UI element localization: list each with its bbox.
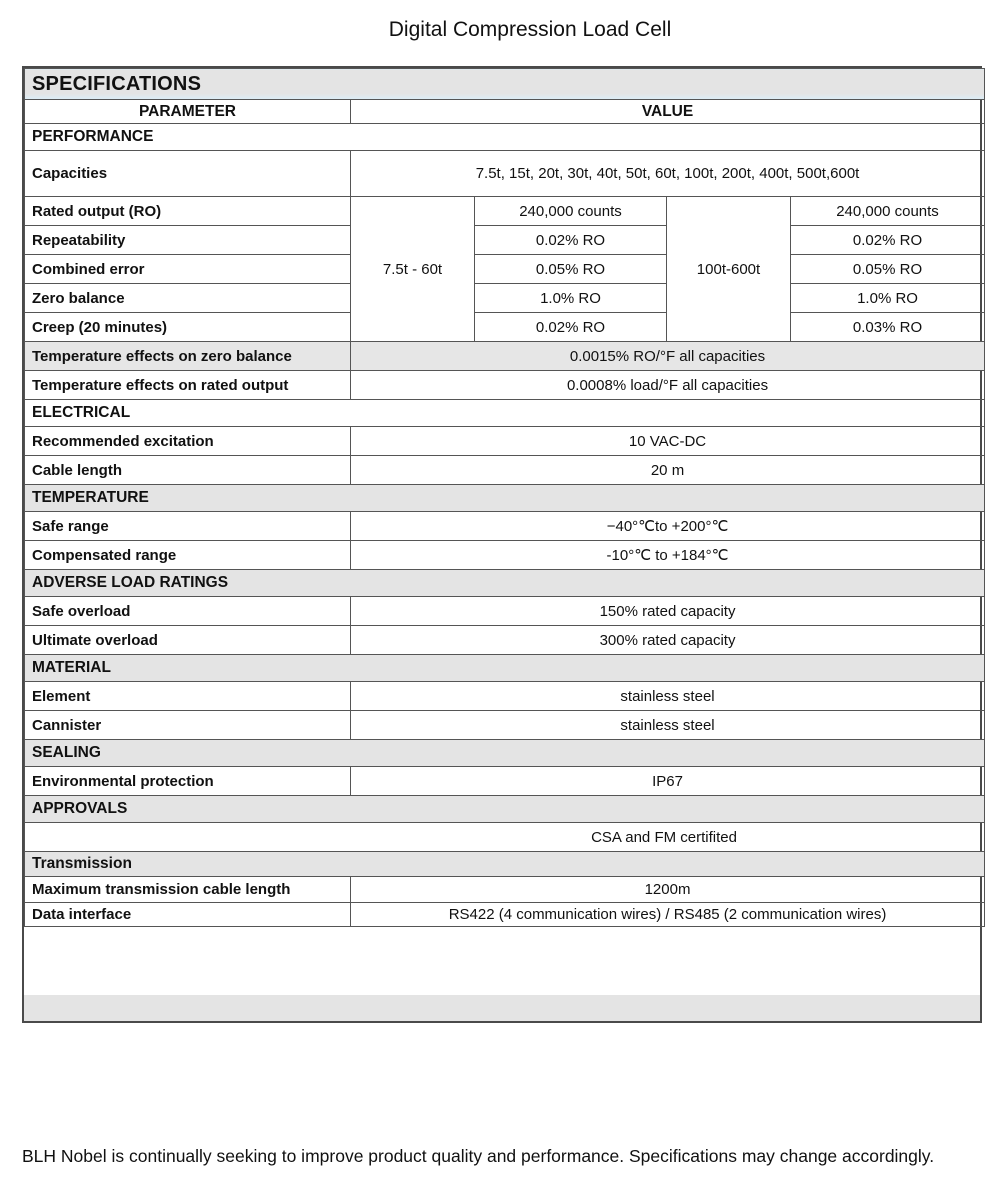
param-label: Zero balance (25, 284, 351, 313)
table-row-zero-balance (25, 284, 985, 313)
table-row-max-cable-length (25, 877, 985, 903)
column-header-value: VALUE (351, 100, 985, 124)
param-label: Recommended excitation (25, 427, 351, 456)
table-row-temp-rated-output (25, 371, 985, 400)
param-label: Environmental protection (25, 767, 351, 796)
param-value: stainless steel (351, 682, 985, 711)
document-title: Digital Compression Load Cell (388, 18, 672, 41)
range-small-capacities: 7.5t - 60t (351, 197, 475, 342)
param-label: Temperature effects on rated output (25, 371, 351, 400)
value-large: 0.03% RO (791, 313, 985, 342)
table-row-temp-zero-balance (25, 342, 985, 371)
table-row-data-interface (25, 903, 985, 927)
param-value: CSA and FM certifited (25, 823, 985, 852)
specifications-table (24, 68, 985, 927)
param-value: 0.0015% RO/°F all capacities (351, 342, 985, 371)
section-material: MATERIAL (25, 655, 985, 682)
value-small: 240,000 counts (475, 197, 667, 226)
table-row-cannister (25, 711, 985, 740)
banner-title: SPECIFICATIONS (25, 69, 985, 100)
param-label: Capacities (25, 151, 351, 197)
param-value: 10 VAC-DC (351, 427, 985, 456)
value-small: 0.05% RO (475, 255, 667, 284)
param-label: Combined error (25, 255, 351, 284)
param-value: 0.0008% load/°F all capacities (351, 371, 985, 400)
param-value: 7.5t, 15t, 20t, 30t, 40t, 50t, 60t, 100t, 200t, 400t, 500t,600t (351, 151, 985, 197)
value-small: 0.02% RO (475, 313, 667, 342)
table-row-safe-range (25, 512, 985, 541)
section-temperature: TEMPERATURE (25, 485, 985, 512)
param-value: IP67 (351, 767, 985, 796)
value-large: 0.02% RO (791, 226, 985, 255)
specifications-table-frame (22, 66, 982, 1023)
footer-disclaimer: BLH Nobel is continually seeking to improve product quality and performance. Specifications may change accordingly. (22, 1146, 935, 1166)
value-small: 1.0% RO (475, 284, 667, 313)
param-value: 20 m (351, 456, 985, 485)
column-header-parameter: PARAMETER (25, 100, 351, 124)
table-row-combined-error (25, 255, 985, 284)
value-large: 240,000 counts (791, 197, 985, 226)
param-label: Element (25, 682, 351, 711)
table-row-capacities (25, 151, 985, 197)
param-label: Maximum transmission cable length (25, 877, 351, 903)
param-value: RS422 (4 communication wires) / RS485 (2 communication wires) (351, 903, 985, 927)
value-large: 0.05% RO (791, 255, 985, 284)
param-label: Rated output (RO) (25, 197, 351, 226)
table-row-cable-length (25, 456, 985, 485)
param-label: Cable length (25, 456, 351, 485)
table-row-element (25, 682, 985, 711)
table-row-rated-output (25, 197, 985, 226)
column-header-row (25, 100, 985, 124)
table-row-safe-overload (25, 597, 985, 626)
param-label: Ultimate overload (25, 626, 351, 655)
table-row-ultimate-overload (25, 626, 985, 655)
table-row-excitation (25, 427, 985, 456)
param-value: -10°℃ to +184°℃ (351, 541, 985, 570)
section-electrical: ELECTRICAL (25, 400, 985, 427)
param-value: 1200m (351, 877, 985, 903)
section-transmission: Transmission (25, 852, 985, 877)
param-label: Compensated range (25, 541, 351, 570)
table-row-creep (25, 313, 985, 342)
param-value: 150% rated capacity (351, 597, 985, 626)
param-label: Temperature effects on zero balance (25, 342, 351, 371)
section-performance: PERFORMANCE (25, 124, 985, 151)
table-row-repeatability (25, 226, 985, 255)
table-row-compensated-range (25, 541, 985, 570)
section-adverse-load-ratings: ADVERSE LOAD RATINGS (25, 570, 985, 597)
param-value: stainless steel (351, 711, 985, 740)
section-approvals: APPROVALS (25, 796, 985, 823)
param-label: Safe overload (25, 597, 351, 626)
param-value: −40°℃to +200°℃ (351, 512, 985, 541)
param-label: Data interface (25, 903, 351, 927)
value-small: 0.02% RO (475, 226, 667, 255)
param-label: Repeatability (25, 226, 351, 255)
param-label: Cannister (25, 711, 351, 740)
table-row-environmental-protection (25, 767, 985, 796)
range-large-capacities: 100t-600t (667, 197, 791, 342)
table-row-approvals (25, 823, 985, 852)
table-bottom-band (24, 995, 980, 1021)
section-sealing: SEALING (25, 740, 985, 767)
param-label: Safe range (25, 512, 351, 541)
table-banner (25, 69, 985, 100)
param-value: 300% rated capacity (351, 626, 985, 655)
param-label: Creep (20 minutes) (25, 313, 351, 342)
value-large: 1.0% RO (791, 284, 985, 313)
